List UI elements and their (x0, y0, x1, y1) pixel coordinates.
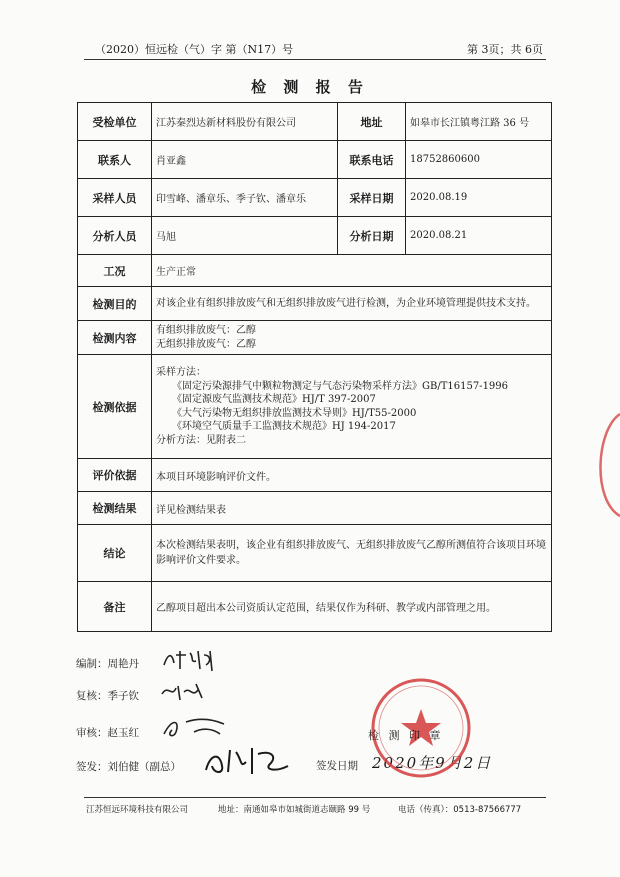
contact-value: 肖亚鑫 (152, 141, 338, 179)
editor-handwritten-signature (160, 647, 220, 673)
basis-standard-2: 《固定源废气监测技术规范》HJ/T 397-2007 (172, 394, 376, 405)
conclusion-value: 本次检测结果表明，该企业有组织排放废气、无组织排放废气乙醇所测值符合该项目环境影响评价文件要求。 (152, 525, 552, 582)
basis-standard-1: 《固定污染源排气中颗粒物测定与气态污染物采样方法》GB/T16157-1996 (172, 380, 509, 392)
footer-company: 江苏恒远环境科技有限公司 (86, 805, 189, 815)
header-divider (84, 59, 546, 60)
address-value: 如皋市长江镇粤江路 36 号 (406, 103, 552, 141)
condition-value: 生产正常 (152, 255, 552, 287)
table-row (78, 103, 552, 141)
document-number: （2020）恒远检（气）字 第（N17）号 (95, 43, 294, 56)
table-row (78, 459, 552, 492)
address-label: 地址 (338, 103, 406, 141)
footer-divider (84, 797, 546, 798)
table-row (78, 287, 552, 321)
analysis-date-label: 分析日期 (338, 217, 406, 255)
issuer-handwritten-signature (200, 742, 300, 778)
result-value: 详见检测结果表 (152, 492, 552, 525)
result-label: 检测结果 (78, 492, 152, 525)
table-row (78, 217, 552, 255)
page-edge-stamp-icon (588, 410, 620, 520)
eval-value: 本项目环境影响评价文件。 (152, 459, 552, 492)
remark-value: 乙醇项目超出本公司资质认定范围，结果仅作为科研、教学或内部管理之用。 (152, 582, 552, 632)
content-value (152, 321, 552, 355)
remark-label: 备注 (78, 582, 152, 632)
analysis-date-value: 2020.08.21 (406, 217, 552, 255)
unit-label: 受检单位 (78, 103, 152, 141)
page-title: 检 测 报 告 (251, 78, 369, 96)
analyst-label: 分析人员 (78, 217, 152, 255)
table-row (78, 321, 552, 355)
unit-value: 江苏秦烈达新材料股份有限公司 (152, 103, 338, 141)
sampler-label: 采样人员 (78, 179, 152, 217)
table-row (78, 179, 552, 217)
reviewer-handwritten-signature (158, 680, 208, 704)
page-info: 第 3页；共 6页 (467, 43, 543, 56)
phone-value: 18752860600 (406, 141, 552, 179)
footer-address: 地址：南通如皋市如城街道志颐路 99 号 (218, 805, 371, 815)
phone-label: 联系电话 (338, 141, 406, 179)
conclusion-label: 结论 (78, 525, 152, 582)
issue-date-label: 签发日期 (316, 760, 358, 772)
content-line-1: 有组织排放废气：乙醇 (156, 324, 256, 336)
content-line-2: 无组织排放废气：乙醇 (156, 338, 256, 350)
sampler-value: 印雪峰、潘章乐、季子钦、潘章乐 (152, 179, 338, 217)
basis-value (152, 355, 552, 459)
table-row (78, 525, 552, 582)
issue-date-handwritten: 2020年9月2日 (372, 754, 493, 772)
seal-label: 检 测 印 章 (368, 729, 444, 742)
purpose-label: 检测目的 (78, 287, 152, 321)
table-row (78, 255, 552, 287)
issuer-signature-label: 签发：刘伯健（副总） (76, 761, 181, 773)
sample-date-value: 2020.08.19 (406, 179, 552, 217)
analyst-value: 马旭 (152, 217, 338, 255)
table-row (78, 141, 552, 179)
contact-label: 联系人 (78, 141, 152, 179)
sample-date-label: 采样日期 (338, 179, 406, 217)
basis-sampling-heading: 采样方法： (156, 367, 206, 378)
basis-standard-3: 《大气污染物无组织排放监测技术导则》HJ/T55-2000 (172, 407, 417, 419)
basis-analysis-method: 分析方法：见附表二 (156, 434, 246, 446)
auditor-signature-label: 审核：赵玉红 (76, 727, 139, 739)
report-table (77, 102, 552, 632)
basis-standard-4: 《环境空气质量手工监测技术规范》HJ 194-2017 (172, 421, 396, 432)
table-row (78, 355, 552, 459)
editor-signature-label: 编制：周艳丹 (76, 658, 139, 670)
table-row (78, 582, 552, 632)
condition-label: 工况 (78, 255, 152, 287)
footer-phone: 电话（传真）：0513-87566777 (398, 805, 522, 815)
content-label: 检测内容 (78, 321, 152, 355)
basis-label: 检测依据 (78, 355, 152, 459)
table-row (78, 492, 552, 525)
report-header (0, 41, 620, 57)
auditor-handwritten-signature (158, 712, 238, 742)
purpose-value: 对该企业有组织排放废气和无组织排放废气进行检测，为企业环境管理提供技术支持。 (152, 287, 552, 321)
reviewer-signature-label: 复核：季子钦 (76, 690, 139, 702)
eval-label: 评价依据 (78, 459, 152, 492)
